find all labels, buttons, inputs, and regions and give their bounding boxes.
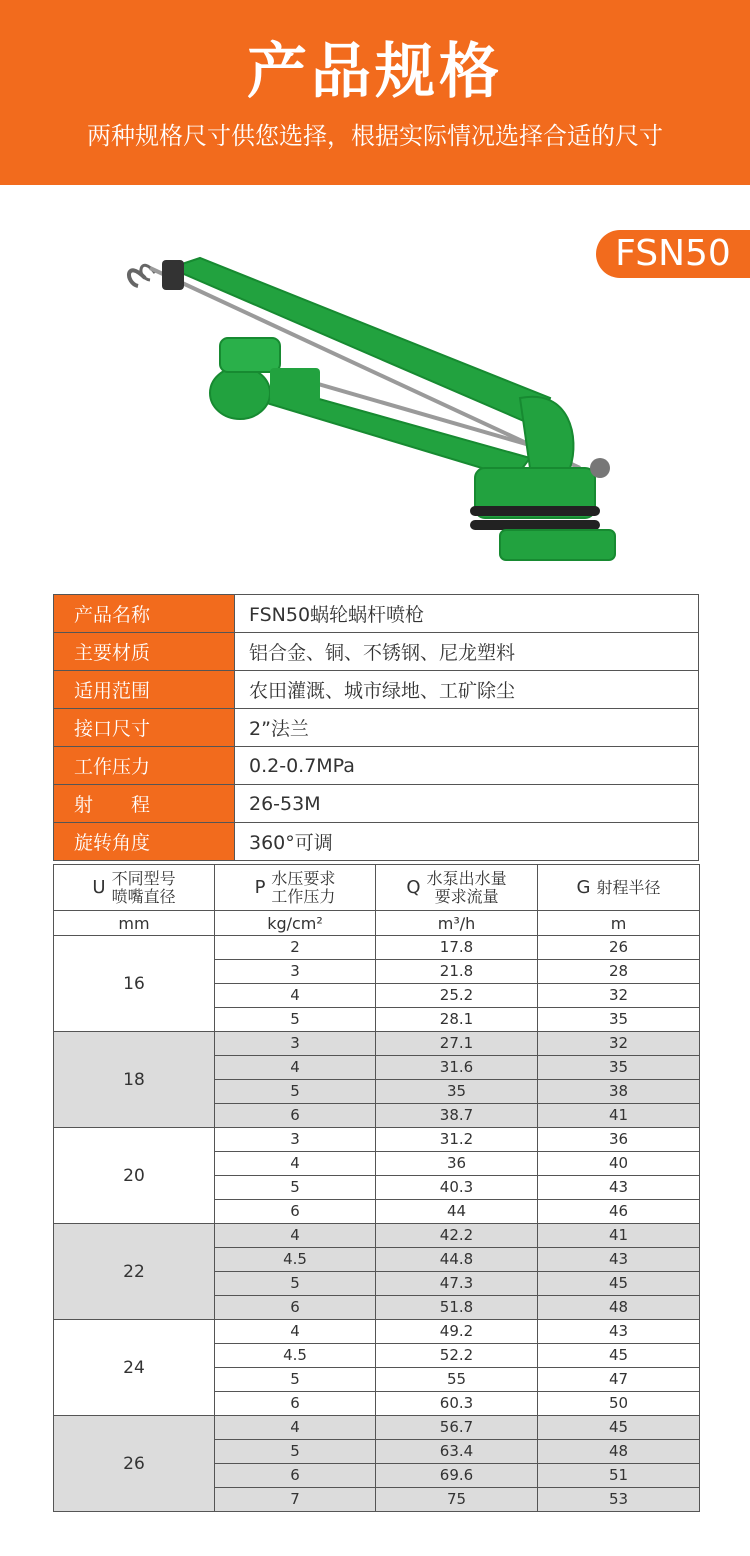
nozzle-cell: 24	[54, 1320, 215, 1416]
spec-row	[54, 785, 699, 823]
spec-label: 主要材质	[54, 633, 235, 671]
flow-cell: 31.6	[376, 1056, 538, 1080]
pressure-cell: 5	[215, 1368, 376, 1392]
range-cell: 48	[538, 1440, 700, 1464]
range-cell: 36	[538, 1128, 700, 1152]
flow-cell: 52.2	[376, 1344, 538, 1368]
performance-table	[53, 864, 700, 1512]
nozzle-cell: 16	[54, 936, 215, 1032]
nozzle-cell: 26	[54, 1416, 215, 1512]
flow-cell: 56.7	[376, 1416, 538, 1440]
range-cell: 50	[538, 1392, 700, 1416]
pressure-cell: 6	[215, 1392, 376, 1416]
units-row	[54, 911, 700, 936]
pressure-cell: 5	[215, 1008, 376, 1032]
range-cell: 45	[538, 1344, 700, 1368]
flow-cell: 36	[376, 1152, 538, 1176]
pressure-cell: 5	[215, 1176, 376, 1200]
range-cell: 45	[538, 1272, 700, 1296]
range-cell: 48	[538, 1296, 700, 1320]
spec-label: 适用范围	[54, 671, 235, 709]
flow-cell: 35	[376, 1080, 538, 1104]
column-header-pressure: P 水压要求 工作压力	[215, 865, 376, 911]
spec-row	[54, 595, 699, 633]
spec-row	[54, 823, 699, 861]
pressure-cell: 5	[215, 1080, 376, 1104]
pressure-cell: 4	[215, 1056, 376, 1080]
pressure-cell: 5	[215, 1440, 376, 1464]
range-cell: 46	[538, 1200, 700, 1224]
range-cell: 40	[538, 1152, 700, 1176]
spec-value: 2”法兰	[235, 709, 699, 747]
flow-cell: 60.3	[376, 1392, 538, 1416]
spec-label: 旋转角度	[54, 823, 235, 861]
flow-cell: 44	[376, 1200, 538, 1224]
range-cell: 43	[538, 1176, 700, 1200]
unit-cell: m³/h	[376, 911, 538, 936]
flow-cell: 27.1	[376, 1032, 538, 1056]
table-row	[54, 1032, 700, 1056]
table-row	[54, 1320, 700, 1344]
column-header-nozzle: U 不同型号 喷嘴直径	[54, 865, 215, 911]
range-cell: 47	[538, 1368, 700, 1392]
range-cell: 41	[538, 1224, 700, 1248]
pressure-cell: 6	[215, 1464, 376, 1488]
unit-cell: mm	[54, 911, 215, 936]
spec-value: 26-53M	[235, 785, 699, 823]
spec-value: 0.2-0.7MPa	[235, 747, 699, 785]
flow-cell: 42.2	[376, 1224, 538, 1248]
pressure-cell: 4.5	[215, 1248, 376, 1272]
pressure-cell: 6	[215, 1200, 376, 1224]
flow-cell: 21.8	[376, 960, 538, 984]
range-cell: 38	[538, 1080, 700, 1104]
range-cell: 32	[538, 1032, 700, 1056]
pressure-cell: 4	[215, 1416, 376, 1440]
model-badge: FSN50	[596, 230, 750, 278]
range-cell: 28	[538, 960, 700, 984]
flow-cell: 44.8	[376, 1248, 538, 1272]
spec-value: 农田灌溉、城市绿地、工矿除尘	[235, 671, 699, 709]
pressure-cell: 6	[215, 1104, 376, 1128]
flow-cell: 69.6	[376, 1464, 538, 1488]
table-header-row	[54, 865, 700, 911]
range-cell: 26	[538, 936, 700, 960]
page-subtitle: 两种规格尺寸供您选择，根据实际情况选择合适的尺寸	[87, 122, 663, 150]
flow-cell: 40.3	[376, 1176, 538, 1200]
spec-label: 工作压力	[54, 747, 235, 785]
spec-value: 铝合金、铜、不锈钢、尼龙塑料	[235, 633, 699, 671]
flow-cell: 25.2	[376, 984, 538, 1008]
spec-label: 产品名称	[54, 595, 235, 633]
flow-cell: 75	[376, 1488, 538, 1512]
spec-label: 射 程	[54, 785, 235, 823]
spec-label: 接口尺寸	[54, 709, 235, 747]
flow-cell: 28.1	[376, 1008, 538, 1032]
table-row	[54, 1128, 700, 1152]
range-cell: 32	[538, 984, 700, 1008]
pressure-cell: 4.5	[215, 1344, 376, 1368]
range-cell: 35	[538, 1008, 700, 1032]
pressure-cell: 4	[215, 1320, 376, 1344]
table-row	[54, 1224, 700, 1248]
range-cell: 43	[538, 1320, 700, 1344]
flow-cell: 63.4	[376, 1440, 538, 1464]
unit-cell: m	[538, 911, 700, 936]
range-cell: 43	[538, 1248, 700, 1272]
table-body	[54, 936, 700, 1512]
flow-cell: 17.8	[376, 936, 538, 960]
pressure-cell: 5	[215, 1272, 376, 1296]
spec-row	[54, 633, 699, 671]
pressure-cell: 7	[215, 1488, 376, 1512]
unit-cell: kg/cm²	[215, 911, 376, 936]
range-cell: 51	[538, 1464, 700, 1488]
spray-gun-image	[110, 238, 630, 568]
nozzle-cell: 18	[54, 1032, 215, 1128]
pressure-cell: 2	[215, 936, 376, 960]
spec-row	[54, 747, 699, 785]
nozzle-cell: 20	[54, 1128, 215, 1224]
table-row	[54, 936, 700, 960]
header-banner	[0, 0, 750, 185]
range-cell: 35	[538, 1056, 700, 1080]
flow-cell: 38.7	[376, 1104, 538, 1128]
spec-row	[54, 671, 699, 709]
range-cell: 41	[538, 1104, 700, 1128]
flow-cell: 51.8	[376, 1296, 538, 1320]
nozzle-cell: 22	[54, 1224, 215, 1320]
spec-row	[54, 709, 699, 747]
spec-table	[53, 594, 699, 861]
range-cell: 45	[538, 1416, 700, 1440]
pressure-cell: 4	[215, 984, 376, 1008]
pressure-cell: 4	[215, 1224, 376, 1248]
pressure-cell: 3	[215, 1128, 376, 1152]
spec-value: 360°可调	[235, 823, 699, 861]
flow-cell: 31.2	[376, 1128, 538, 1152]
column-header-flow: Q 水泵出水量 要求流量	[376, 865, 538, 911]
flow-cell: 47.3	[376, 1272, 538, 1296]
pressure-cell: 6	[215, 1296, 376, 1320]
pressure-cell: 3	[215, 960, 376, 984]
table-row	[54, 1416, 700, 1440]
column-header-range: G 射程半径	[538, 865, 700, 911]
pressure-cell: 3	[215, 1032, 376, 1056]
spec-value: FSN50蜗轮蜗杆喷枪	[235, 595, 699, 633]
flow-cell: 55	[376, 1368, 538, 1392]
pressure-cell: 4	[215, 1152, 376, 1176]
flow-cell: 49.2	[376, 1320, 538, 1344]
page-title: 产品规格	[247, 37, 503, 107]
range-cell: 53	[538, 1488, 700, 1512]
